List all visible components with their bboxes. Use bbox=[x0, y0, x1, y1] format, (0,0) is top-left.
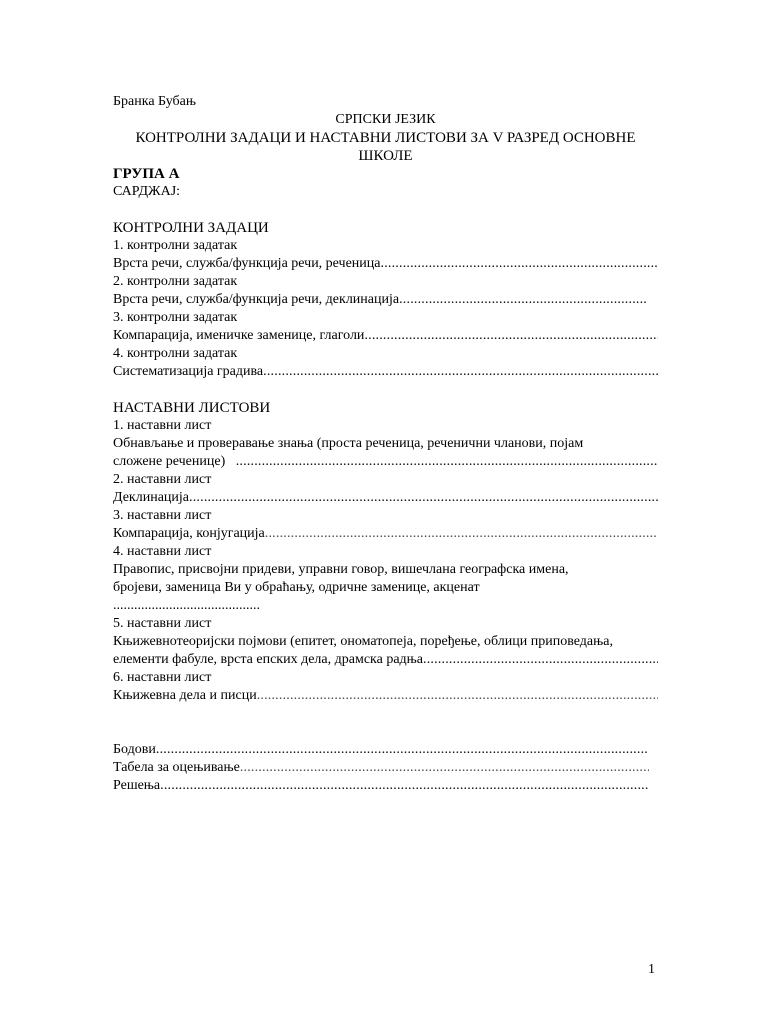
toc-entry[interactable] bbox=[113, 255, 658, 273]
toc-entry-text: Компарација, конјугација bbox=[113, 526, 265, 541]
toc-entry[interactable] bbox=[113, 687, 658, 705]
dot-leader: .......................................... bbox=[113, 598, 260, 613]
toc-entry-text: Врста речи, служба/функција речи, реченица bbox=[113, 256, 381, 271]
toc-entry-text: сложене реченице) bbox=[113, 454, 236, 469]
toc-entry[interactable] bbox=[113, 363, 658, 381]
dot-leader bbox=[240, 759, 649, 777]
dot-leader bbox=[156, 741, 649, 759]
dot-leader bbox=[189, 489, 658, 507]
dot-leader bbox=[399, 291, 647, 309]
toc-entry-text: Књижевна дела и писци bbox=[113, 688, 257, 703]
subject-title: СРПСКИ ЈЕЗИК bbox=[335, 112, 436, 127]
toc-entry-text: Деклинација bbox=[113, 490, 190, 505]
toc-entry-text: Књижевнотеоријски појмови (епитет, ономатопеја, поређење, облици приповедања, bbox=[113, 634, 613, 649]
toc-entry-text: Компарација, именичке заменице, глаголи bbox=[113, 328, 365, 343]
toc-item-label: 3. наставни лист bbox=[113, 508, 212, 523]
toc-entry[interactable] bbox=[113, 453, 658, 471]
toc-entry-text: Правопис, присвојни придеви, управни говор, вишечлана географска имена, bbox=[113, 562, 569, 577]
dot-leader bbox=[236, 453, 658, 471]
document-title-line2: ШКОЛЕ bbox=[358, 148, 413, 164]
dot-leader bbox=[257, 687, 658, 705]
dot-leader bbox=[263, 363, 658, 381]
contents-label: САРДЖАЈ: bbox=[113, 184, 181, 199]
toc-item-label: 1. наставни лист bbox=[113, 418, 212, 433]
toc-item-label: 4. контролни задатак bbox=[113, 346, 238, 361]
toc-item-label: 3. контролни задатак bbox=[113, 310, 238, 325]
section-heading-tests: КОНТРОЛНИ ЗАДАЦИ bbox=[113, 220, 269, 236]
page-number: 1 bbox=[648, 962, 655, 977]
group-label: ГРУПА А bbox=[113, 166, 180, 182]
spacer bbox=[113, 723, 658, 741]
toc-entry[interactable] bbox=[113, 489, 658, 507]
document-title-line1: КОНТРОЛНИ ЗАДАЦИ И НАСТАВНИ ЛИСТОВИ ЗА V РАЗРЕД ОСНОВНЕ bbox=[135, 130, 636, 146]
toc-entry[interactable] bbox=[113, 327, 658, 345]
spacer bbox=[113, 381, 658, 399]
toc-item-label: 4. наставни лист bbox=[113, 544, 212, 559]
toc-entry-text: елементи фабуле, врста епских дела, драмска радња bbox=[113, 652, 424, 667]
toc-entry-text: Решења bbox=[113, 778, 161, 793]
toc-entry[interactable] bbox=[113, 759, 649, 777]
dot-leader bbox=[364, 327, 658, 345]
spacer bbox=[113, 201, 658, 219]
author-name: Бранка Бубањ bbox=[113, 94, 197, 109]
toc-item-label: 5. наставни лист bbox=[113, 616, 212, 631]
toc-entry[interactable] bbox=[113, 525, 658, 543]
toc-item-label: 1. контролни задатак bbox=[113, 238, 238, 253]
toc-item-label: 2. наставни лист bbox=[113, 472, 212, 487]
toc-entry-text: Систематизација градива bbox=[113, 364, 264, 379]
toc-item-label: 6. наставни лист bbox=[113, 670, 212, 685]
dot-leader bbox=[160, 777, 649, 795]
toc-entry-text: Врста речи, служба/функција речи, деклинација bbox=[113, 292, 400, 307]
toc-entry-text: Обнављање и проверавање знања (проста реченица, реченични чланови, појам bbox=[113, 436, 584, 451]
spacer bbox=[113, 705, 658, 723]
toc-entry-text: Табела за оцењивање bbox=[113, 760, 240, 775]
toc-entry[interactable] bbox=[113, 651, 658, 669]
document-body bbox=[113, 93, 658, 795]
dot-leader bbox=[381, 255, 659, 273]
toc-entry-text: Бодови bbox=[113, 742, 156, 757]
toc-entry[interactable] bbox=[113, 741, 649, 759]
toc-entry-text: бројеви, заменица Ви у обраћању, одричне заменице, акценат bbox=[113, 580, 480, 595]
toc-entry[interactable] bbox=[113, 777, 649, 795]
dot-leader bbox=[423, 651, 658, 669]
toc-item-label: 2. контролни задатак bbox=[113, 274, 238, 289]
toc-entry[interactable] bbox=[113, 291, 647, 309]
section-heading-worksheets: НАСТАВНИ ЛИСТОВИ bbox=[113, 400, 271, 416]
dot-leader bbox=[265, 525, 658, 543]
